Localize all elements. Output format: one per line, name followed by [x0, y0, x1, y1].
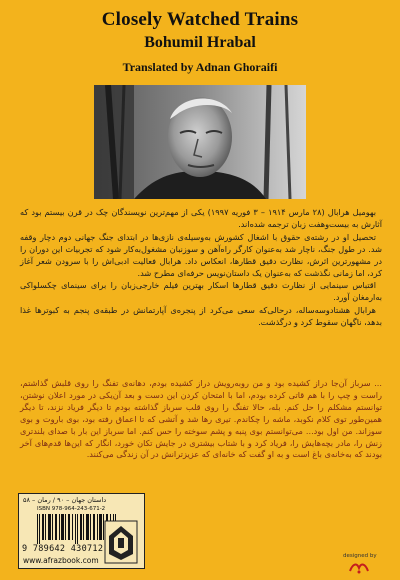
bio-paragraph: تحصیل او در رشته‌ی حقوق با اشغال کشورش به‌وسیله‌ی نازی‌ها در ابتدای جنگ جهانی دوم دچار وقفه شد. در طول جنگ، ناچار شد به‌عنوان کارگر راه‌آهن و سوزنبان مشغول‌به‌کار شود که تجربیات این دوران را در مشهورترین اثرش، نظارت دقیق قطارها، انعکاس داد. هرابال فعالیت ادبی‌اش را با سرودن شعر آغاز کرد، اما زمانی نگذشت که به‌عنوان یک داستان‌نویس حرفه‌ای مطرح شد.: [20, 231, 382, 278]
publisher-website: www.afrazbook.com: [23, 556, 99, 565]
designer-mark-icon: [348, 561, 370, 575]
bio-paragraph: اقتباس سینمایی از نظارت دقیق قطارها اسکار بهترین فیلم خارجی‌زبان را برای سینمای چکسلواکی به‌ارمغان آورد.: [20, 280, 382, 303]
bio-paragraph: بهومیل هرابال (۲۸ مارس ۱۹۱۴ – ۳ فوریه ۱۹۹۷) یکی از مهم‌ترین نویسندگان چک در قرن بیستم بود که آثارش به بیست‌وهفت زبان ترجمه شده‌اند.: [20, 207, 382, 229]
author-biography: [20, 207, 382, 330]
barcode-digits: 9 789642 430712: [22, 544, 104, 554]
author-photo: [94, 85, 306, 199]
designer-credit: designed by: [343, 553, 377, 559]
translator-line: Translated by Adnan Ghoraifi: [122, 60, 278, 74]
book-excerpt: ... سرباز آن‌جا دراز کشیده بود و من روبه‌رویش دراز کشیده بودم، دهانه‌ی تفنگ را روی قلبش گذاشتم، راست و چپ را با هم قاتی کرده بودم، اما با امتحان کردن این دست و بعد آن‌یکی در مورد اعلان نوشتن، توانستم مشکلم را حل کنم. بله، حالا تفنگ را روی قلب سرباز گذاشته بودم تا دیگر فریاد نزند، تا دیگر همین‌طور توی کلام نکوبد، ماشه را چکاندم. تیری رها شد و آتشی که تا اعماق رفته بود، بوی باروت و بوی سوزاند. من اول بود... می‌توانستم بوی پنبه و پشم سوخته را حس کنم. اما سرباز این بار با صدای بلندتری زنش را، مادر بچه‌هایش را، فریاد کرد و با شتاب بیشتری در جایش تکان خورد، انگار که این‌ها قدم‌های آخر بودند که به‌خانه‌ی باغ است و به او گفت که خانه‌ای که عزیزترانش در آن زندگی می‌کنند.: [20, 378, 382, 460]
book-title: Closely Watched Trains: [101, 9, 299, 30]
publisher-logo-icon: [104, 520, 138, 564]
isbn-label: ISBN 978-964-243-671-2: [37, 506, 106, 512]
bio-paragraph: هرابال هشتادوسه‌ساله، درحالی‌که سعی می‌کرد از پنجره‌ی آپارتمانش در طبقه‌ی پنجم به کبوترها غذا بدهد، ناگهان سقوط کرد و درگذشت.: [20, 305, 382, 328]
series-label: داستان جهان – ۹۰ / رمان – ۵۸: [23, 496, 107, 504]
author-name: Bohumil Hrabal: [144, 34, 256, 51]
